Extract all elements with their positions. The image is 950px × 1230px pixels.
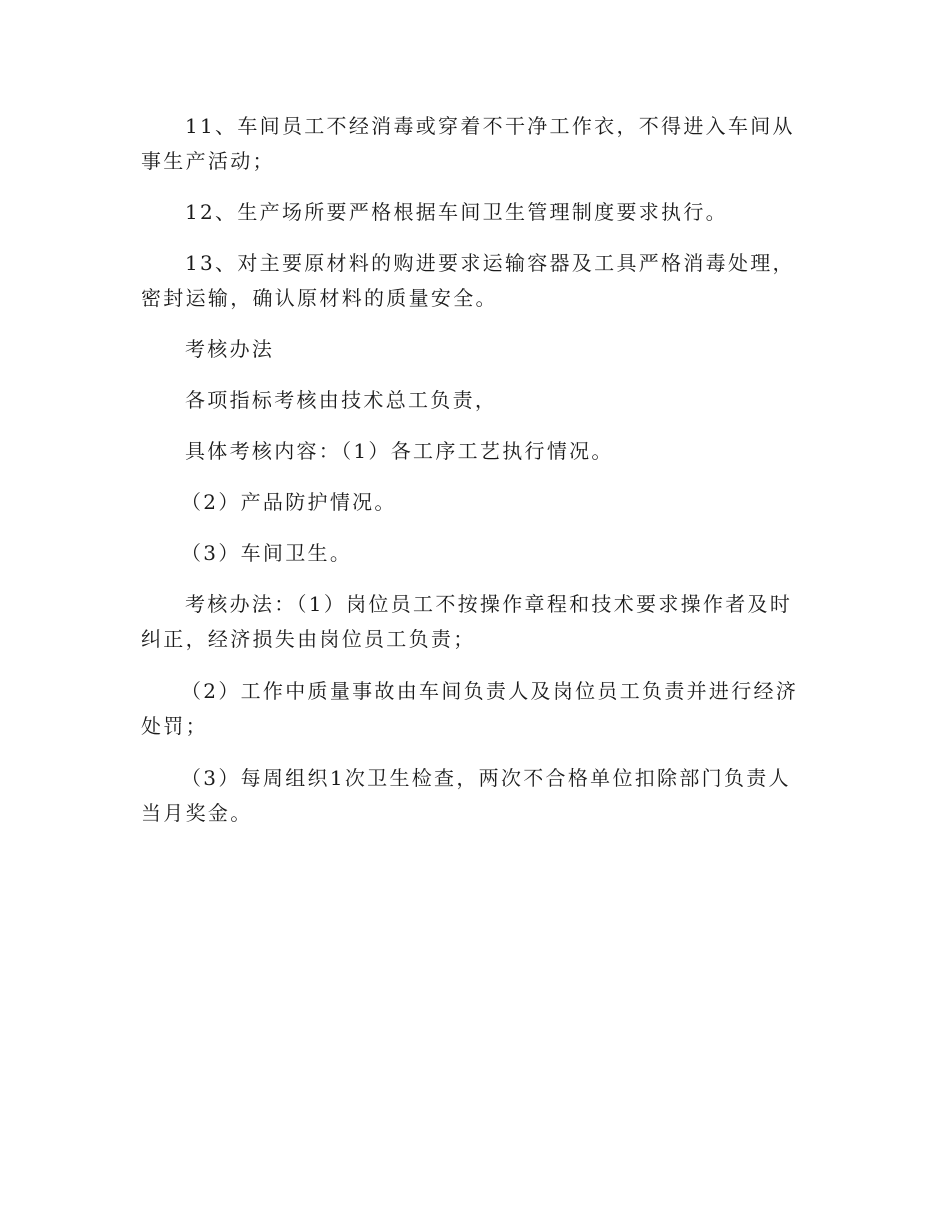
paragraph-item-12: 12、生产场所要严格根据车间卫生管理制度要求执行。 (185, 200, 728, 224)
paragraph-item-protection: （2）产品防护情况。 (181, 490, 397, 514)
paragraph-item-13: 13、对主要原材料的购进要求运输容器及工具严格消毒处理，密封运输，确认原材料的质量安全。 (141, 251, 795, 310)
paragraph-assessment-content: 具体考核内容：（1）各工序工艺执行情况。 (185, 439, 614, 463)
paragraph-item-hygiene: （3）车间卫生。 (181, 541, 353, 565)
paragraph-assessment-method: 考核办法：（1）岗位员工不按操作章程和技术要求操作者及时纠正，经济损失由岗位员工负责； (141, 592, 793, 651)
section-heading: 考核办法 (185, 337, 275, 361)
paragraph-weekly-inspection: （3）每周组织1次卫生检查，两次不合格单位扣除部门负责人当月奖金。 (141, 766, 791, 825)
document-body (141, 109, 805, 831)
paragraph-item-11: 11、车间员工不经消毒或穿着不干净工作衣，不得进入车间从事生产活动； (141, 114, 795, 173)
paragraph-quality-accident: （2）工作中质量事故由车间负责人及岗位员工负责并进行经济处罚； (141, 679, 799, 738)
paragraph-responsibility: 各项指标考核由技术总工负责， (185, 388, 498, 412)
